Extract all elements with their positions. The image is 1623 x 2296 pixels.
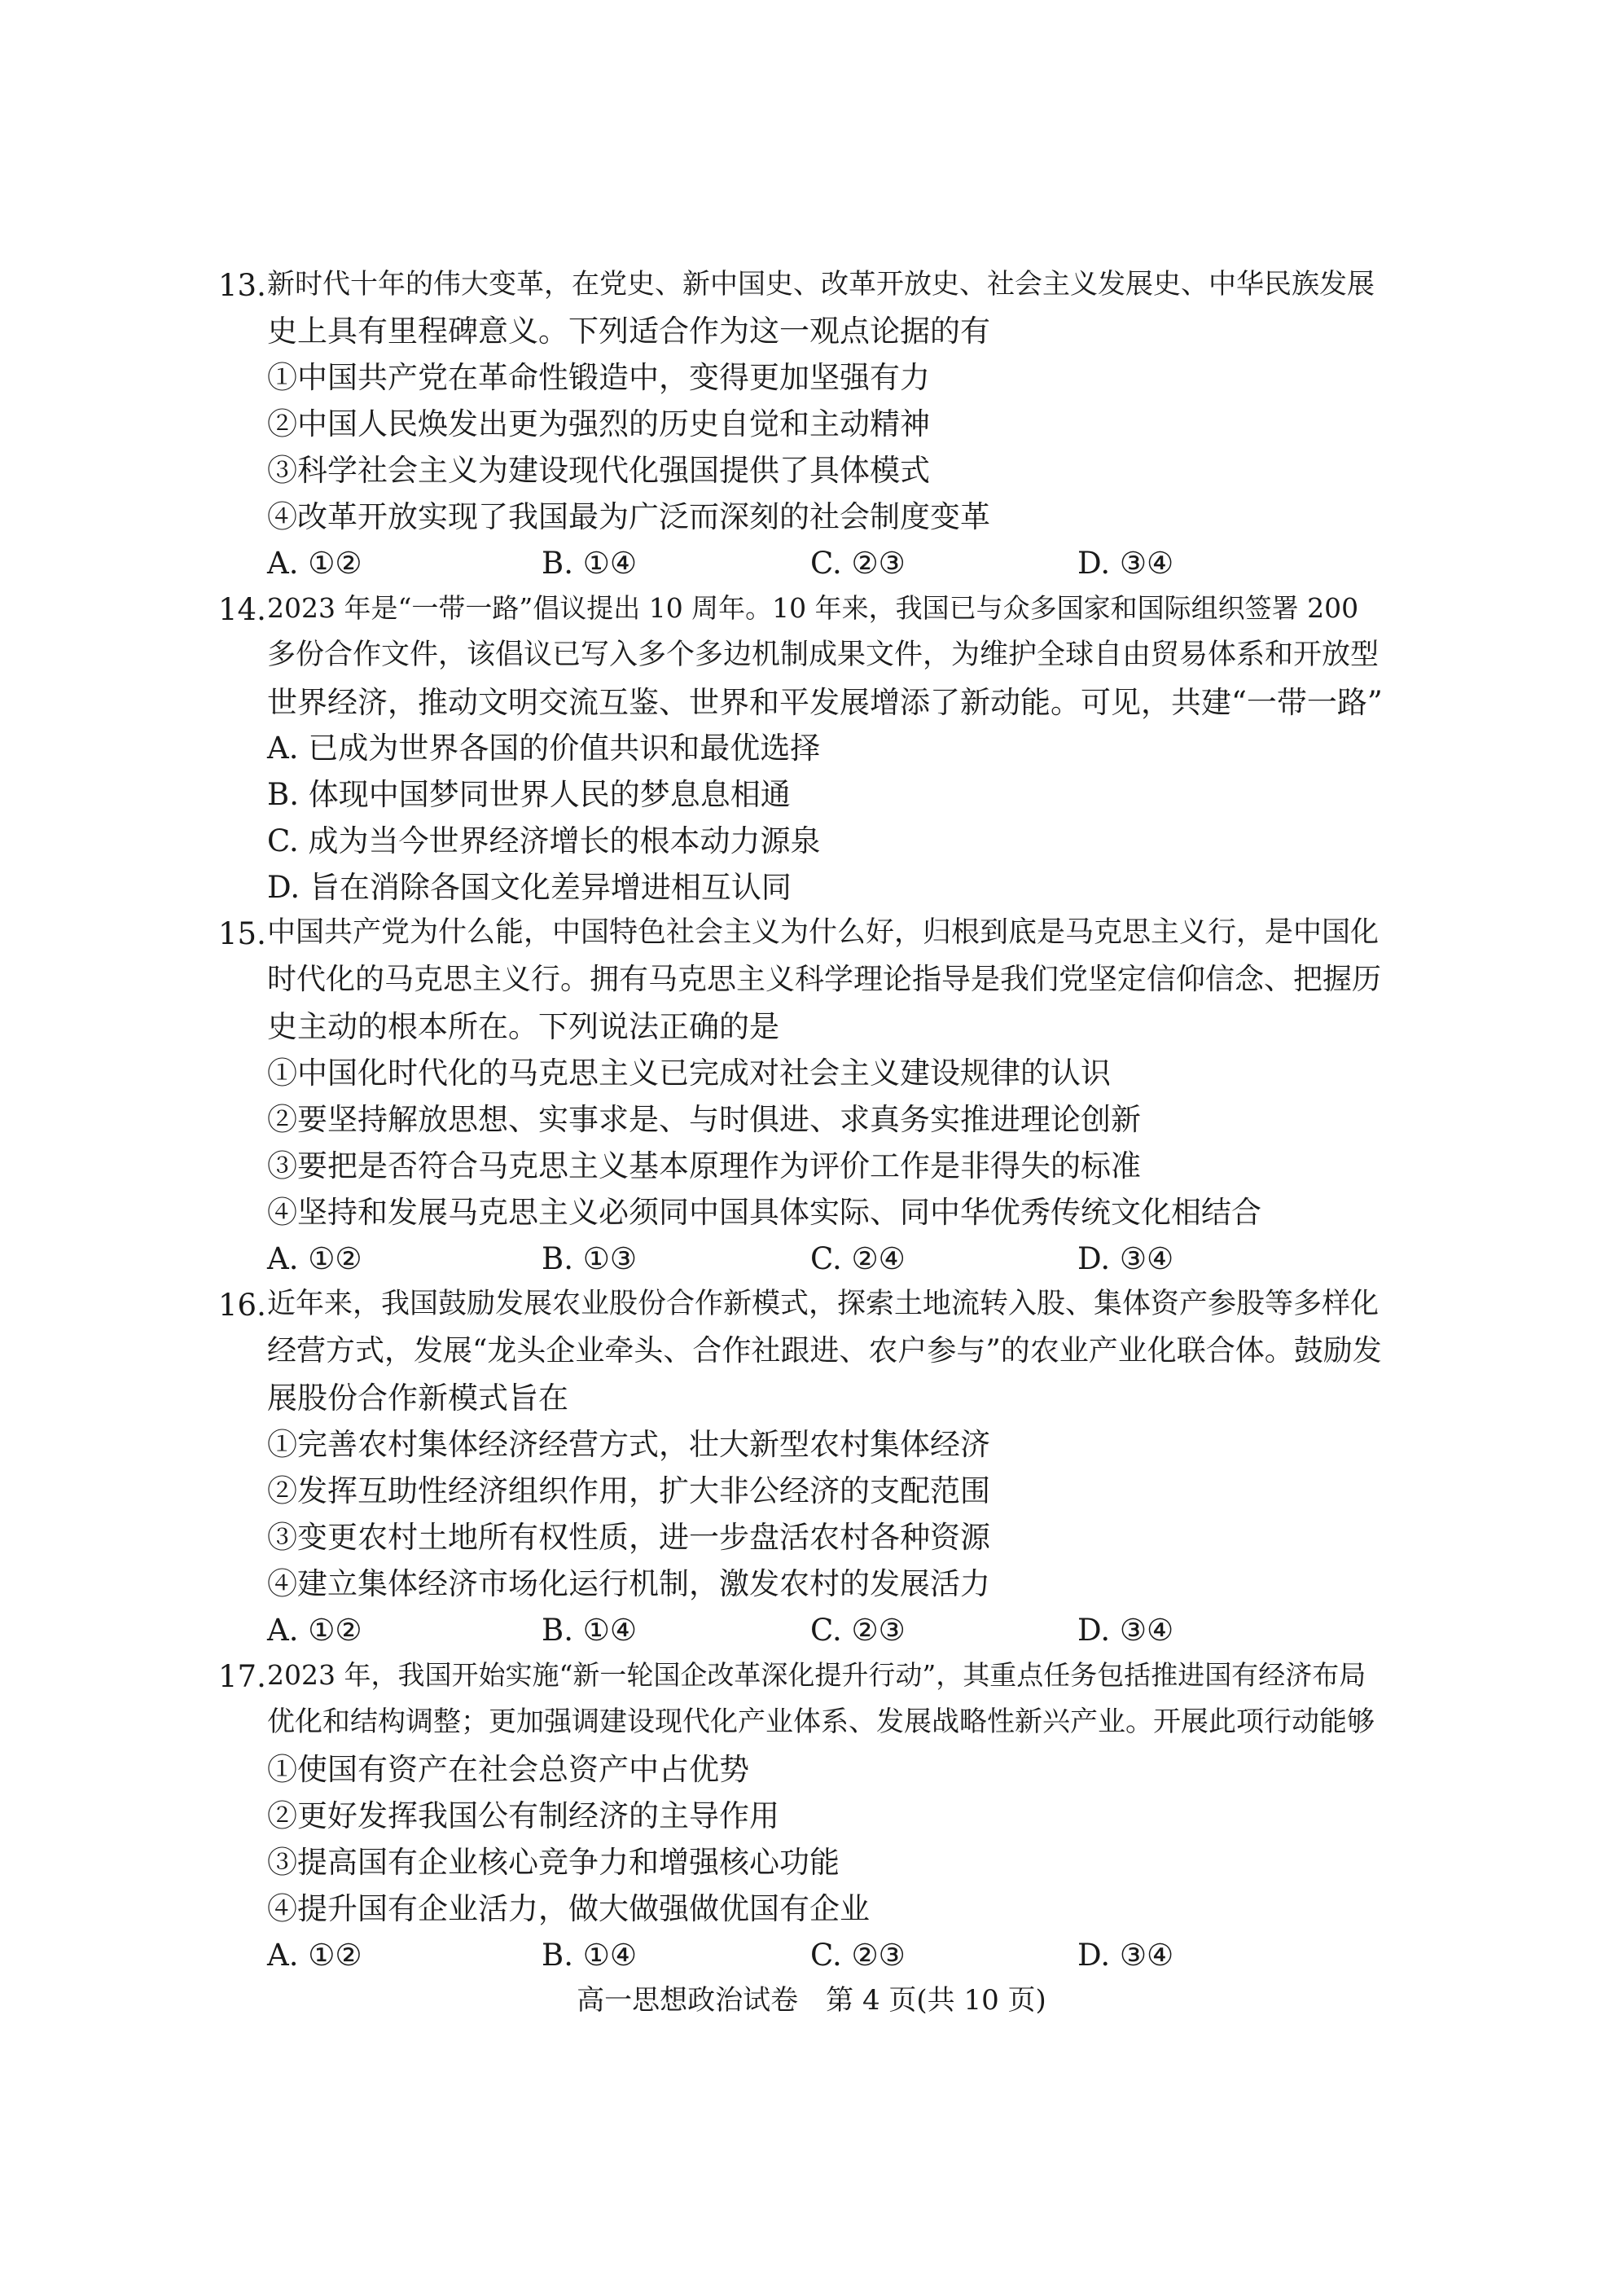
answer-option-d: D. ③④ <box>1077 1938 1174 1973</box>
answer-option-a: A. ①② <box>267 1241 362 1276</box>
answer-option-a: A. 已成为世界各国的价值共识和最优选择 <box>267 731 821 766</box>
statement: ②更好发挥我国公有制经济的主导作用 <box>267 1798 779 1833</box>
statement: ③要把是否符合马克思主义基本原理作为评价工作是非得失的标准 <box>267 1148 1141 1183</box>
answer-option-b: B. ①④ <box>542 1938 638 1973</box>
statement: ①使国有资产在社会总资产中占优势 <box>267 1752 749 1787</box>
question-stem-line: 2023 年，我国开始实施“新一轮国企改革深化提升行动”，其重点任务包括推进国有经济布局 <box>267 1659 1366 1691</box>
answer-option-d: D. ③④ <box>1077 1241 1174 1276</box>
question-stem-line: 史上具有里程碑意义。下列适合作为这一观点论据的有 <box>267 314 990 349</box>
statement: ④坚持和发展马克思主义必须同中国具体实际、同中华优秀传统文化相结合 <box>267 1195 1261 1230</box>
question-stem-line: 优化和结构调整；更加强调建设现代化产业体系、发展战略性新兴产业。开展此项行动能够 <box>267 1706 1375 1738</box>
page-footer: 高一思想政治试卷 第 4 页(共 10 页) <box>577 1984 1046 2017</box>
answer-option-d: D. ③④ <box>1077 1613 1174 1648</box>
statement: ①完善农村集体经济经营方式，壮大新型农村集体经济 <box>267 1427 990 1462</box>
question-number: 15. <box>218 916 266 951</box>
question-stem-line: 近年来，我国鼓励发展农业股份合作新模式，探索土地流转入股、集体资产参股等多样化 <box>267 1288 1380 1320</box>
statement: ①中国化时代化的马克思主义已完成对社会主义建设规律的认识 <box>267 1056 1111 1091</box>
answer-option-b: B. ①③ <box>542 1241 638 1276</box>
statement: ④提升国有企业活力，做大做强做优国有企业 <box>267 1891 870 1926</box>
question-number: 16. <box>218 1288 266 1323</box>
answer-option-c: C. 成为当今世界经济增长的根本动力源泉 <box>267 823 821 858</box>
question-number: 17. <box>218 1659 266 1694</box>
question-stem-line: 中国共产党为什么能，中国特色社会主义为什么好，归根到底是马克思主义行，是中国化 <box>267 916 1380 949</box>
answer-option-c: C. ②③ <box>810 546 906 581</box>
question-stem-line: 新时代十年的伟大变革，在党史、新中国史、改革开放史、社会主义发展史、中华民族发展 <box>267 268 1375 301</box>
statement: ③科学社会主义为建设现代化强国提供了具体模式 <box>267 453 930 488</box>
statement: ①中国共产党在革命性锻造中，变得更加坚强有力 <box>267 360 930 395</box>
statement: ②要坚持解放思想、实事求是、与时俱进、求真务实推进理论创新 <box>267 1102 1141 1137</box>
statement: ④建立集体经济市场化运行机制，激发农村的发展活力 <box>267 1566 990 1601</box>
statement: ②发挥互助性经济组织作用，扩大非公经济的支配范围 <box>267 1473 990 1508</box>
answer-option-a: A. ①② <box>267 546 362 581</box>
answer-option-d: D. ③④ <box>1077 546 1174 581</box>
question-stem-line: 2023 年是“一带一路”倡议提出 10 周年。10 年来，我国已与众多国家和国际组织签署 200 <box>267 592 1359 624</box>
answer-option-d: D. 旨在消除各国文化差异增进相互认同 <box>267 870 792 905</box>
answer-option-b: B. ①④ <box>542 546 638 581</box>
question-stem-line: 经营方式，发展“龙头企业牵头、合作社跟进、农户参与”的农业产业化联合体。鼓励发 <box>267 1334 1382 1368</box>
question-number: 14. <box>218 592 266 627</box>
statement: ③变更农村土地所有权性质，进一步盘活农村各种资源 <box>267 1520 990 1555</box>
statement: ③提高国有企业核心竞争力和增强核心功能 <box>267 1845 840 1880</box>
answer-option-c: C. ②③ <box>810 1938 906 1973</box>
answer-option-a: A. ①② <box>267 1938 362 1973</box>
question-number: 13. <box>218 268 266 303</box>
answer-option-a: A. ①② <box>267 1613 362 1648</box>
answer-option-b: B. 体现中国梦同世界人民的梦息息相通 <box>267 777 791 812</box>
answer-option-b: B. ①④ <box>542 1613 638 1648</box>
statement: ④改革开放实现了我国最为广泛而深刻的社会制度变革 <box>267 499 990 534</box>
statement: ②中国人民焕发出更为强烈的历史自觉和主动精神 <box>267 406 930 441</box>
answer-option-c: C. ②④ <box>810 1241 906 1276</box>
answer-option-c: C. ②③ <box>810 1613 906 1648</box>
question-stem-line: 展股份合作新模式旨在 <box>267 1381 568 1416</box>
question-stem-line: 多份合作文件，该倡议已写入多个多边机制成果文件，为维护全球自由贸易体系和开放型 <box>267 639 1380 671</box>
question-stem-line: 时代化的马克思主义行。拥有马克思主义科学理论指导是我们党坚定信仰信念、把握历 <box>267 963 1382 996</box>
question-stem-line: 世界经济，推动文明交流互鉴、世界和平发展增添了新动能。可见，共建“一带一路” <box>267 685 1383 720</box>
question-stem-line: 史主动的根本所在。下列说法正确的是 <box>267 1009 779 1044</box>
